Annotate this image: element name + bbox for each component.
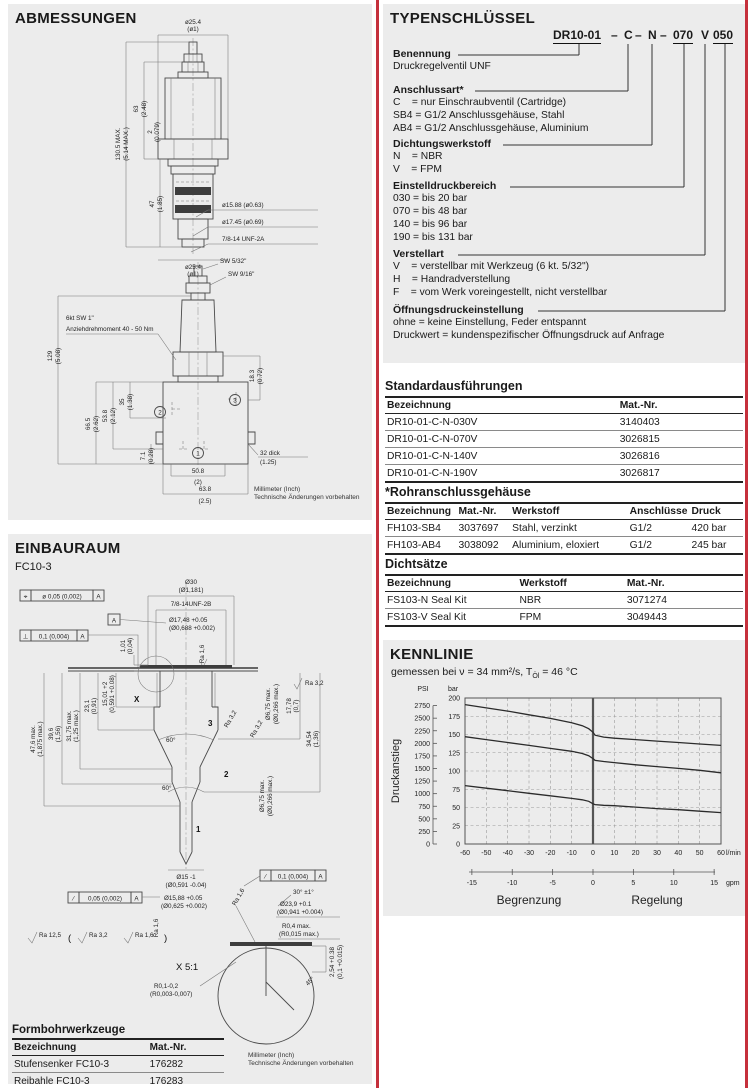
chart-text: 10 [610,850,619,857]
dim-label: X [134,695,140,704]
drawing-geometry [78,932,87,943]
dim-label: (0.28) [148,447,155,465]
drawing-geometry [236,906,255,942]
dim-label: 0,05 (0,002) [88,895,122,903]
valve-housing-drawing [47,258,308,505]
dim-label: 1 [196,825,201,834]
dim-label: (0,591 +0.08) [109,675,116,713]
dim-label: 2 [224,770,229,779]
chart-text: Begrenzung [496,893,562,907]
dim-label: (1.38) [127,393,134,411]
dim-label: ø15.88 (ø0.63) [222,202,264,209]
code-group-line: Druckwert = kundenspezifischer Öffnungsdruck auf Anfrage [393,330,665,341]
chart-text: 2000 [414,740,430,748]
order-code-seal: N [648,28,657,42]
dim-label: ∕ [72,895,75,903]
code-group-label: Einstelldruckbereich [393,180,497,192]
dim-label: Ø15 -1 [176,874,196,881]
table-cell: FPM [519,611,542,623]
dim-label: Ra 3,2 [249,719,265,740]
dim-label: 7/8-14 UNF-2A [222,236,265,243]
dim-label: 63.8 [198,486,212,493]
dim-label: 2 [147,130,154,134]
table-row [12,1073,224,1088]
table-row [385,414,743,431]
chart-text: 0 [591,850,595,857]
code-group-line: F = vom Werk voreingestellt, nicht verstellbar [393,287,608,298]
dim-label: 3 [233,397,237,405]
table-cell: 3037697 [457,520,511,537]
code-group-label: Dichtungswerkstoff [393,138,492,150]
chart-text: 2750 [414,703,430,711]
chart-text: -5 [549,880,556,887]
pressure-rise-chart [387,682,741,910]
dim-label: R0,4 max. [282,923,311,930]
dim-label: 50.8 [191,468,205,475]
dim-label: (Ø0,266 max.) [273,683,280,725]
column-header: Bezeichnung [12,1039,148,1056]
drawing-geometry [248,432,255,444]
dim-label: 32 dick [260,450,280,457]
chart-text: -10 [566,850,577,857]
dim-label: ø25.4 [184,264,202,271]
rohranschlussgehaeuse-table [385,502,743,555]
typenschluessel-panel [383,4,745,363]
dim-label: (1.25) [260,459,277,466]
formbohrwerkzeuge-section [12,1024,224,1088]
dim-label: Ra 3,2 [89,932,108,939]
chart-text: 2250 [414,728,430,736]
code-group-label: Verstellart [393,248,444,260]
chart-text: 10 [669,880,678,887]
chart-text: bar [447,686,459,693]
column-header: Mat.-Nr. [625,575,743,592]
column-header: Druck [689,503,743,520]
dim-label: A [318,873,323,881]
dim-label: Ra 3,2 [305,680,324,687]
table-cell: 3026817 [619,467,660,479]
dim-label: (0.079) [154,122,161,142]
table-cell: G1/2 [628,520,690,537]
dim-label: 0,1 (0,004) [277,873,309,881]
table-cell: 3038092 [458,539,499,551]
dim-label: 2 [158,409,162,417]
dim-label: 45° [304,975,317,988]
dim-label: SW 5/32" [220,258,247,265]
table-row [385,537,743,555]
dim-label: (0,91) [91,697,98,715]
dichtsaetze-section [385,557,743,627]
units-footnote: Millimeter (Inch) Technische Änderungen vorbehalten [254,486,360,501]
chart-text: -20 [545,850,556,857]
formbohrwerkzeuge-title: Formbohrwerkzeuge [12,1024,126,1036]
formbohrwerkzeuge-table [12,1038,224,1088]
dim-label: A [96,593,101,601]
chart-text: 60 [717,850,725,857]
dim-label: ø17.45 (ø0.69) [222,219,264,226]
dim-label: (Ø0,625 +0.002) [161,903,208,910]
code-group-line: C = nur Einschraubventil (Cartridge) [393,97,567,108]
chart-text: -10 [507,880,518,887]
order-code-dash: – [660,28,667,42]
chart-text: gpm [726,880,740,887]
table-row [385,431,743,448]
column-divider [376,0,379,1088]
cavity-code: FC10-3 [15,561,52,573]
table-cell: G1/2 [629,539,652,551]
drawing-geometry [28,932,37,943]
dim-label: 39,6 [48,727,55,741]
dim-label: Ra 1,6 [153,918,160,938]
dim-label: SW 9/16" [228,271,255,278]
code-group-label: Benennung [393,48,451,60]
column-header: Mat.-Nr. [618,397,743,414]
dim-label: 66.5 [85,417,92,431]
chart-text: 15 [710,880,719,887]
abmessungen-panel [8,4,372,520]
chart-text: 125 [448,750,460,758]
table-cell: 176283 [149,1075,184,1087]
drawing-geometry [120,620,166,624]
order-code-adjustment: V [701,28,710,42]
code-group-line: H = Handradverstellung [393,274,511,285]
standardausfuehrungen-title: Standardausführungen [385,379,523,393]
chart-text: 1500 [414,766,430,774]
units-footnote: Millimeter (Inch) Technische Änderungen vorbehalten [248,1052,354,1067]
dim-label: ø25.4 [184,19,202,26]
dim-label: Ra 1,6 [231,887,247,908]
position-tolerance-frame [20,590,104,601]
section-title-kennlinie: KENNLINIE [390,646,474,663]
dim-label: 3 [208,719,213,728]
dim-label: Ra 1,6 [135,932,154,939]
chart-text: 75 [452,786,460,794]
table-cell: 245 bar [691,539,727,551]
dim-label: Ra 12,5 [39,932,62,939]
table-cell: DR10-01-C-N-070V [385,431,618,448]
column-header: Werkstoff [517,575,624,592]
dim-label: (2.48) [141,100,148,118]
table-cell: 3071274 [625,592,743,609]
dim-label: ) [164,933,168,944]
rohranschlussgehaeuse-section [385,485,743,555]
chart-text: 5 [631,880,636,887]
dim-label: 60° [166,737,176,744]
dim-label: Ø30 [185,579,197,586]
chart-text: 30 [653,850,661,857]
dichtsaetze-title: Dichtsätze [385,557,448,571]
dim-label: (0,7) [293,699,300,713]
dim-label: (Ø0,591 -0.04) [165,882,207,889]
dim-label: (2.12) [110,407,117,425]
order-code-series: DR10-01 [553,28,602,42]
dim-label: Ø6,75 max. [265,687,272,721]
dim-label: 6kt SW 1" [66,315,94,322]
table-cell: 3140403 [618,414,743,431]
dim-label: 60° [162,785,172,792]
dim-label: (1,25 max.) [73,710,80,742]
drawing-geometry [172,402,180,416]
drawing-geometry [200,962,236,986]
table-row [385,609,743,627]
dim-label: Anziehdrehmoment 40 - 50 Nm [66,326,154,333]
chart-text: -30 [523,850,535,857]
measurement-conditions: gemessen bei ν = 34 mm²/s, $T_{Öl} = 46$ °C [391,666,578,681]
dim-label: 1,01 [120,639,127,653]
dim-label: R0,1-0,2 [154,983,179,990]
dim-label: 15,01 +2 [102,681,109,707]
table-cell: 3026816 [618,448,743,465]
dim-label: Ø6,75 max. [259,779,266,813]
column-header: Bezeichnung [385,503,457,520]
order-code-opening-pressure: 050 [713,28,734,42]
dim-label: (Ø1,181) [178,587,204,594]
dim-label: (5.14 MAX.) [123,127,130,161]
code-group-line: 190 = bis 131 bar [393,232,473,243]
chart-text: Druckanstieg [390,738,402,804]
dim-label: (1.85) [157,195,164,213]
drawing-geometry [230,942,312,946]
code-group-line: N = NBR [393,151,443,162]
table-cell: Stufensenker FC10-3 [12,1056,148,1073]
rohranschlussgehaeuse-title: *Rohranschlussgehäuse [385,485,531,499]
dim-label: (1,875 max.) [37,721,44,757]
drawing-geometry [191,244,208,252]
dim-label: (2.62) [93,415,100,433]
column-header: Bezeichnung [385,575,517,592]
dim-label: Ø15,88 +0.05 [164,895,203,902]
chart-text: 100 [448,768,460,776]
table-cell: FS103-V Seal Kit [387,611,466,623]
drawing-geometry [179,441,210,449]
dim-label: ø 0,05 (0,002) [42,593,82,601]
cartridge-valve-drawing [115,19,318,278]
dim-label: ( [68,933,72,944]
dichtsaetze-table [385,574,743,627]
drawing-geometry [203,264,218,269]
dim-label: 35 [119,398,126,406]
dim-label: 31,75 max. [66,710,73,742]
chart-text: 1250 [414,778,430,786]
code-group-line: V = verstellbar mit Werkzeug (6 kt. 5/32") [393,261,590,272]
surface-finish-note [28,932,167,944]
dim-label: (2.5) [198,498,212,505]
einbauraum-drawing [8,534,372,1084]
chart-text: 0 [456,841,460,849]
dim-label: (0,1 +0.015) [337,944,344,980]
chart-text: 0 [426,841,430,849]
dim-label: 18.3 [249,369,256,383]
column-header: Anschlüsse [628,503,690,520]
abmessungen-drawing [8,4,372,520]
chart-text: -40 [502,850,513,857]
drawing-geometry [210,277,226,285]
dim-label: (5.08) [55,347,62,365]
chart-text: 0 [591,880,595,887]
dim-label: (1,36) [313,730,320,748]
drawing-geometry [294,678,302,689]
dim-label: Ra 3,2 [223,709,239,730]
drawing-geometry [193,227,208,236]
dim-label: A [80,633,85,641]
chart-text: PSI [417,686,429,693]
code-group-line: 070 = bis 48 bar [393,206,468,217]
drawing-geometry [266,982,294,1010]
order-code-dash: – [611,28,618,42]
table-row [12,1056,224,1073]
section-title-einbauraum: EINBAURAUM [15,540,121,557]
table-cell: NBR [517,592,624,609]
kennlinie-panel [383,640,745,916]
chart-text: 2500 [414,715,430,723]
chart-text: 25 [452,823,460,831]
table-cell: Stahl, verzinkt [510,520,628,537]
dim-label: ⌖ [23,593,28,601]
chart-text: Regelung [631,893,683,907]
code-group-line: Druckregelventil UNF [393,61,491,72]
dim-label: X 5:1 [176,962,199,973]
drawing-geometry [158,334,176,360]
column-header: Bezeichnung [385,397,618,414]
table-cell: DR10-01-C-N-190V [387,467,478,479]
table-cell: Reibahle FC10-3 [14,1075,90,1087]
dim-label: 17,78 [286,698,293,714]
dim-label: 130.5 MAX. [115,127,122,161]
code-group-line: SB4 = G1/2 Anschlussgehäuse, Stahl [393,110,565,121]
page-edge-divider [745,0,748,1088]
column-header: Mat.-Nr. [148,1039,224,1056]
dim-label: 7/8-14UNF-2B [170,601,212,608]
chart-text: -15 [466,880,477,887]
dim-label: Ø23,9 +0.1 [280,901,312,908]
section-title-abmessungen: ABMESSUNGEN [15,10,137,27]
dim-label: (0.72) [257,367,264,385]
table-cell: FH103-AB4 [387,539,441,551]
table-cell: FH103-SB4 [385,520,457,537]
chart-text: 1000 [414,791,430,799]
dim-label: Ra 1,6 [199,644,206,664]
table-cell: 3026815 [618,431,743,448]
drawing-geometry [244,876,260,886]
code-group-line: 030 = bis 20 bar [393,193,468,204]
dim-label: 7.1 [140,451,147,461]
dim-label: 53.8 [102,409,109,423]
drawing-geometry [156,432,163,444]
einbauraum-panel [8,534,372,1087]
standardausfuehrungen-section [385,379,743,483]
table-row [385,592,743,609]
dim-label: (ø1) [187,26,199,33]
dim-label: (0,04) [127,637,134,655]
chart-text: 200 [448,695,460,703]
chart-text: -50 [481,850,492,857]
dim-label: (R0,003-0,007) [150,991,193,998]
table-row [385,465,743,483]
dim-label: 129 [47,350,54,362]
dim-label: (1,56) [55,725,62,743]
dim-label: 47,6 max. [30,725,37,753]
cavity-drawing [20,579,344,1044]
dim-label: (ø1) [187,271,199,278]
dim-label: ⊥ [22,633,29,641]
order-code-dash: – [635,28,642,42]
chart-text: -60 [459,850,471,857]
chart-text: 150 [448,732,460,739]
code-group-line: V = FPM [393,164,442,175]
table-cell: DR10-01-C-N-030V [385,414,618,431]
code-group-label: Öffnungsdruckeinstellung [393,304,524,316]
code-group-line: 140 = bis 96 bar [393,219,468,230]
flatness-tolerance-frame [68,892,160,903]
drawing-geometry [248,444,258,455]
table-cell: 176282 [148,1056,224,1073]
drawing-geometry [124,932,133,943]
dim-label: 63 [133,105,140,113]
table-cell: DR10-01-C-N-140V [385,448,618,465]
dim-label: 1 [196,450,200,458]
table-cell: FS103-N Seal Kit [385,592,517,609]
chart-text: 500 [418,816,430,824]
drawing-geometry [175,205,211,213]
chart-text: 1750 [414,753,430,761]
chart-text: 50 [695,850,704,857]
chart-text: 50 [452,805,460,812]
dim-label: ∕ [264,873,267,881]
chart-text: 20 [631,850,640,857]
table-cell: 420 bar [689,520,743,537]
drawing-geometry [140,665,232,668]
dim-label: 23,1 [84,699,91,713]
column-header: Mat.-Nr. [457,503,511,520]
table-cell: 3049443 [626,611,667,623]
code-group-label: Anschlussart* [393,84,464,96]
dim-label: 2,54 +0.38 [329,947,336,977]
dim-label: A [111,617,117,625]
chart-text: 250 [418,828,430,836]
code-group-line: AB4 = G1/2 Anschlussgehäuse, Aluminium [393,123,589,134]
dim-label: 0,1 (0,004) [38,633,70,641]
dim-label: (Ø0,688 +0.002) [169,625,216,632]
order-code-connection: C [624,28,633,42]
dim-label: (Ø0,941 +0.004) [277,909,324,916]
chart-text: 40 [674,850,683,857]
table-row [385,520,743,537]
dim-label: 30° ±1° [293,889,314,896]
table-row [385,448,743,465]
column-header: Werkstoff [510,503,628,520]
dim-label: (Ø0,266 max.) [267,775,274,817]
dim-label: A [134,895,139,903]
drawing-geometry [175,187,211,195]
dim-label: (2) [194,479,202,486]
chart-text: 175 [448,713,460,721]
dim-label: 47 [149,200,156,208]
order-code-pressure-range: 070 [673,28,694,42]
dim-label: Ø17,48 +0.05 [169,617,208,624]
dim-label: 34,54 [306,731,313,747]
chart-text: l/min [726,850,741,857]
standardausfuehrungen-table [385,396,743,483]
dim-label: (R0,015 max.) [279,931,319,938]
code-group-line: ohne = keine Einstellung, Feder entspannt [393,317,587,328]
table-cell: Aluminium, eloxiert [512,539,600,551]
chart-text: 750 [418,803,430,811]
section-title-typenschluessel: TYPENSCHLÜSSEL [390,10,536,27]
